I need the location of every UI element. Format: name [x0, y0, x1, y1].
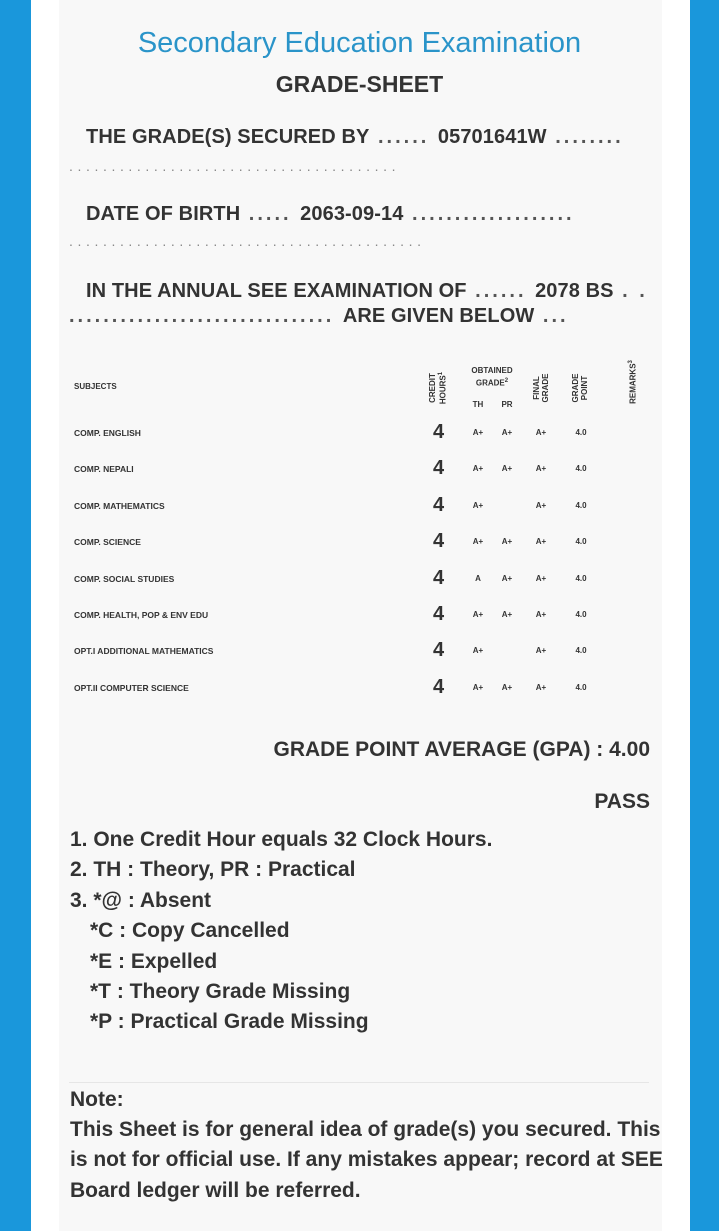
secured-by-row: [86, 126, 624, 149]
grade-point: 4.0: [575, 464, 587, 473]
dotted-rule: ..........................................: [69, 233, 426, 249]
exam-label: IN THE ANNUAL SEE EXAMINATION OF: [86, 280, 467, 302]
final-grade: A+: [535, 683, 547, 692]
credit-hours: 4: [433, 530, 445, 552]
practical-grade: A+: [501, 537, 513, 546]
secured-by-label: THE GRADE(S) SECURED BY: [86, 126, 370, 148]
grade-point: 4.0: [575, 537, 587, 546]
final-grade: A+: [535, 464, 547, 473]
subject-name: OPT.I ADDITIONAL MATHEMATICS: [74, 646, 214, 656]
dots: ...................: [403, 203, 575, 225]
subject-name: COMP. HEALTH, POP & ENV EDU: [74, 610, 209, 620]
exam-row: [86, 280, 648, 303]
credit-hours: 4: [433, 494, 445, 516]
note-line-1: This Sheet is for general idea of grade(s) you secured. This: [70, 1118, 661, 1141]
sheet-subtitle: GRADE-SHEET: [275, 71, 444, 97]
footnote-3b: *E : Expelled: [90, 950, 218, 973]
header-final-grade: [532, 368, 552, 408]
subject-name: COMP. SCIENCE: [74, 537, 141, 547]
credit-hours: 4: [433, 457, 445, 479]
dob-label: DATE OF BIRTH: [86, 203, 241, 225]
note-label: Note:: [70, 1088, 124, 1111]
gpa-line: GRADE POINT AVERAGE (GPA) : 4.00: [273, 738, 650, 761]
footnote-1: 1. One Credit Hour equals 32 Clock Hours.: [70, 828, 493, 851]
dots: ......: [369, 126, 438, 148]
footnote-2: 2. TH : Theory, PR : Practical: [70, 858, 356, 881]
header-subjects: SUBJECTS: [74, 382, 117, 391]
credit-hours: 4: [433, 639, 445, 661]
header-credit-2: HOURS: [438, 375, 448, 405]
theory-grade: A+: [472, 464, 484, 473]
dotted-rule: .......................................: [69, 158, 401, 174]
practical-grade: A+: [501, 683, 513, 692]
dots: . .: [613, 280, 648, 302]
footnote-3a: *C : Copy Cancelled: [90, 919, 290, 942]
header-final-2: GRADE: [541, 373, 550, 403]
given-below-row: [69, 305, 569, 328]
header-obtained: OBTAINED: [471, 366, 513, 375]
subject-name: COMP. ENGLISH: [74, 428, 141, 438]
subject-name: COMP. NEPALI: [74, 464, 134, 474]
grade-point: 4.0: [575, 501, 587, 510]
subject-name: COMP. MATHEMATICS: [74, 501, 165, 511]
given-below-label: ARE GIVEN BELOW: [342, 305, 535, 327]
credit-hours: 4: [433, 567, 445, 589]
result-status: PASS: [594, 790, 650, 813]
left-border-band: [0, 0, 31, 1231]
header-obtained-grade: GRADE$^2$: [475, 378, 509, 388]
final-grade: A+: [535, 574, 547, 583]
dots: ...............................: [69, 305, 343, 327]
practical-grade: A+: [501, 428, 513, 437]
note-divider: [69, 1082, 649, 1083]
credit-hours: 4: [433, 603, 445, 625]
subject-name: COMP. SOCIAL STUDIES: [74, 574, 175, 584]
note-line-2: is not for official use. If any mistakes appear; record at SEE: [70, 1148, 663, 1171]
theory-grade: A+: [472, 683, 484, 692]
dots: .....: [240, 203, 301, 225]
theory-grade: A+: [472, 501, 484, 510]
exam-year: 2078 BS: [535, 280, 614, 302]
footnote-3: 3. *@ : Absent: [70, 889, 212, 912]
header-remarks: REMARKS$^3$: [628, 360, 638, 404]
theory-grade: A+: [472, 610, 484, 619]
dots: ........: [546, 126, 624, 148]
header-obtained-grade-text: GRADE: [475, 378, 505, 388]
practical-grade: A+: [501, 610, 513, 619]
final-grade: A+: [535, 428, 547, 437]
theory-grade: A+: [472, 537, 484, 546]
dob-value: 2063-09-14: [300, 203, 404, 225]
theory-grade: A+: [472, 428, 484, 437]
header-credit-hours: CREDIT HOURS$^1$: [428, 371, 448, 405]
footnote-3d: *P : Practical Grade Missing: [90, 1010, 369, 1033]
header-pr: PR: [501, 400, 513, 409]
header-grade-point: [571, 368, 591, 408]
dots: ...: [534, 305, 569, 327]
header-gp-1: GRADE: [571, 373, 580, 403]
grade-point: 4.0: [575, 428, 587, 437]
exam-title: Secondary Education Examination: [137, 27, 582, 59]
dob-row: [86, 203, 575, 226]
theory-grade: A+: [472, 646, 484, 655]
grade-point: 4.0: [575, 646, 587, 655]
practical-grade: A+: [501, 464, 513, 473]
grade-point: 4.0: [575, 683, 587, 692]
header-th: TH: [472, 400, 484, 409]
credit-hours: 4: [433, 421, 445, 443]
final-grade: A+: [535, 646, 547, 655]
symbol-number: 05701641W: [437, 126, 547, 148]
subject-name: OPT.II COMPUTER SCIENCE: [74, 683, 189, 693]
header-credit-1: CREDIT: [428, 373, 437, 403]
header-gp-2: POINT: [580, 375, 589, 401]
theory-grade: A: [475, 574, 481, 583]
final-grade: A+: [535, 537, 547, 546]
note-line-3: Board ledger will be referred.: [70, 1179, 361, 1202]
practical-grade: A+: [501, 574, 513, 583]
grade-point: 4.0: [575, 610, 587, 619]
credit-hours: 4: [433, 676, 445, 698]
final-grade: A+: [535, 501, 547, 510]
final-grade: A+: [535, 610, 547, 619]
header-final-1: FINAL: [532, 376, 541, 400]
dots: ......: [466, 280, 536, 302]
right-border-band: [690, 0, 719, 1231]
footnote-3c: *T : Theory Grade Missing: [90, 980, 351, 1003]
header-remarks-text: REMARKS: [628, 363, 638, 404]
grade-point: 4.0: [575, 574, 587, 583]
